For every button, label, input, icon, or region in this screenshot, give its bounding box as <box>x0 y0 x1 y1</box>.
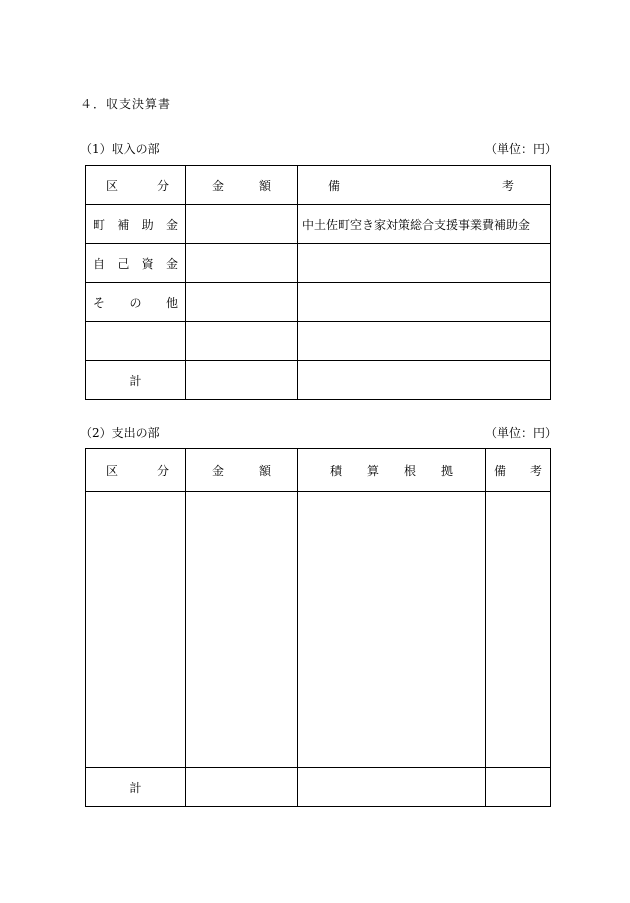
income-total-row <box>86 361 551 400</box>
income-header-remarks <box>298 166 551 205</box>
expense-total-remarks <box>486 768 551 807</box>
income-row-category <box>86 322 186 361</box>
expense-header-category <box>86 449 186 492</box>
expense-table <box>85 448 551 807</box>
category-char: 自 <box>93 256 106 271</box>
category-char: 他 <box>165 295 178 310</box>
income-total-remarks <box>298 361 551 400</box>
income-header-amount-char: 額 <box>258 178 271 193</box>
income-row <box>86 322 551 361</box>
income-row-remarks <box>298 283 551 322</box>
category-char: 金 <box>165 217 178 232</box>
expense-unit: （単位：円） <box>485 426 558 440</box>
expense-body-amount <box>186 492 298 768</box>
category-char: の <box>129 295 142 310</box>
expense-body-remarks <box>486 492 551 768</box>
section-title: ４．収支決算書 <box>80 97 172 111</box>
income-total-label: 計 <box>86 361 186 400</box>
income-row-amount <box>186 205 298 244</box>
income-header-category-char: 区 <box>106 178 119 193</box>
category-char: 資 <box>141 256 154 271</box>
income-row-amount <box>186 244 298 283</box>
income-header-category <box>86 166 186 205</box>
expense-total-row <box>86 768 551 807</box>
expense-header-basis-char: 根 <box>403 463 416 478</box>
category-char: 助 <box>141 217 154 232</box>
expense-header-remarks-char: 備 <box>494 463 507 478</box>
expense-header-row <box>86 449 551 492</box>
expense-total-basis <box>298 768 486 807</box>
category-char: 金 <box>165 256 178 271</box>
expense-header-basis-char: 積 <box>330 463 343 478</box>
income-heading: （1）収入の部 <box>80 142 160 156</box>
income-row-category <box>86 283 186 322</box>
expense-header-amount-char: 金 <box>212 463 225 478</box>
category-char: 町 <box>93 217 106 232</box>
expense-body-category <box>86 492 186 768</box>
expense-header-remarks-char: 考 <box>529 463 542 478</box>
income-table <box>85 165 551 400</box>
income-header-remarks-char: 備 <box>328 178 341 193</box>
expense-header-amount <box>186 449 298 492</box>
income-row <box>86 205 551 244</box>
income-row-amount <box>186 322 298 361</box>
expense-header-basis <box>298 449 486 492</box>
income-row-remarks-text: 中土佐町空き家対策総合支援事業費補助金 <box>302 217 531 232</box>
income-header-amount-char: 金 <box>212 178 225 193</box>
expense-header-basis-char: 拠 <box>440 463 453 478</box>
expense-total-label: 計 <box>86 768 186 807</box>
income-row-category <box>86 205 186 244</box>
income-header-amount <box>186 166 298 205</box>
income-row <box>86 244 551 283</box>
expense-header-remarks <box>486 449 551 492</box>
expense-body-basis <box>298 492 486 768</box>
income-header-remarks-char: 考 <box>501 178 514 193</box>
income-header-category-char: 分 <box>156 178 169 193</box>
category-char: そ <box>93 295 106 310</box>
category-char: 補 <box>117 217 130 232</box>
expense-total-amount <box>186 768 298 807</box>
income-row-remarks <box>298 244 551 283</box>
income-row-amount <box>186 283 298 322</box>
category-char: 己 <box>117 256 130 271</box>
income-row-remarks <box>298 322 551 361</box>
expense-header-amount-char: 額 <box>258 463 271 478</box>
expense-heading: （2）支出の部 <box>80 426 160 440</box>
income-unit: （単位：円） <box>485 142 558 156</box>
expense-header-category-char: 分 <box>156 463 169 478</box>
income-row <box>86 283 551 322</box>
expense-header-basis-char: 算 <box>366 463 379 478</box>
expense-body-row <box>86 492 551 768</box>
expense-header-category-char: 区 <box>106 463 119 478</box>
income-row-category <box>86 244 186 283</box>
income-row-remarks <box>298 205 551 244</box>
income-total-amount <box>186 361 298 400</box>
income-header-row <box>86 166 551 205</box>
